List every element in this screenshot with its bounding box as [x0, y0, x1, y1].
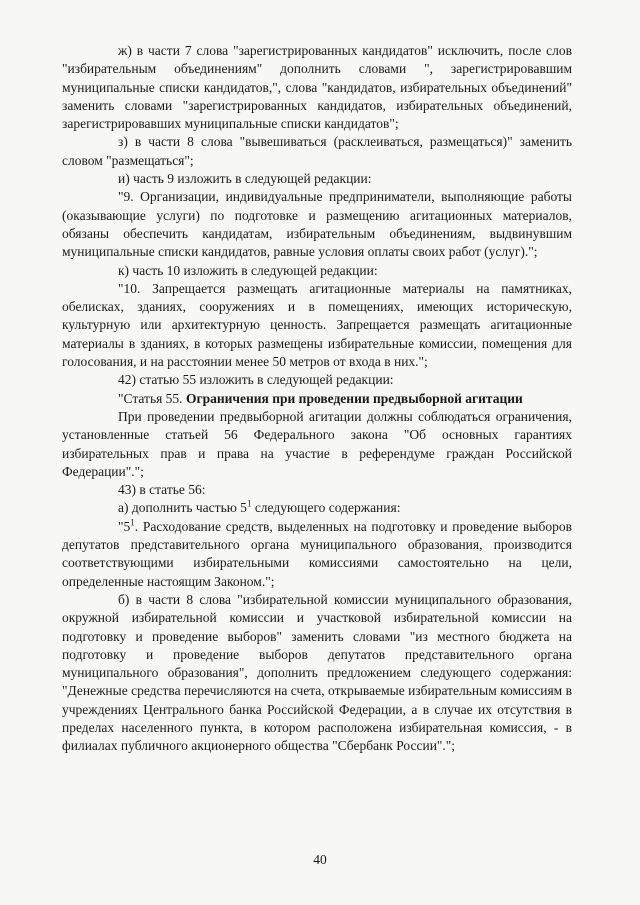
article55-title: Ограничения при проведении предвыборной агитации	[185, 390, 523, 406]
paragraph-item43: 43) в статье 56:	[118, 482, 206, 498]
part51-superscript: 1	[130, 517, 135, 528]
paragraph-item-b: б) в части 8 слова "избирательной комиссии муниципального образования, окружной избирательной комиссии и участковой избирательной комиссии на подготовку и проведение выборов" заменить словами "из местного бюджета на подготовку и проведение выборов депутатов представительного органа муниципального образования", дополнить предложением следующего содержания: "Денежные средства перечисляются на счета, открываемые избирательным комиссиям в учреждениях Центрального банка Российской Федерации, а в случае их отсутствия в пределах населенного пункта, в котором расположена избирательная комиссия, - в филиалах публичного акционерного общества "Сбербанк России".";	[62, 591, 572, 754]
paragraph-part10: "10. Запрещается размещать агитационные материалы на памятниках, обелисках, зданиях, сооружениях и в помещениях, имеющих историческую, культурную или архитектурную ценность. Запрещается размещать агитационные материалы в зданиях, в которых размещены избирательные комиссии, помещения для голосования, и на расстоянии менее 50 метров от входа в них.";	[62, 280, 572, 370]
paragraph-part51	[62, 518, 572, 591]
item-a-before: а) дополнить частью 5	[118, 500, 247, 516]
article55-body: При проведении предвыборной агитации должны соблюдаться ограничения, установленные статьей 56 Федерального закона "Об основных гарантиях избирательных прав и права на участие в референдуме граждан Российской Федерации".";	[62, 408, 572, 479]
article55-heading	[62, 390, 572, 408]
part51-after: . Расходование средств, выделенных на подготовку и проведение выборов депутатов представительного органа муниципального образования, производится соответствующими избирательными комиссиями самостоятельно на цели, определенные настоящим Законом.";	[62, 518, 572, 589]
paragraph-item-a	[62, 499, 572, 517]
paragraph-k: к) часть 10 изложить в следующей редакции:	[118, 262, 378, 278]
paragraph-z: з) в части 8 слова "вывешиваться (расклеиваться, размещаться)" заменить словом "размещаться";	[62, 134, 572, 168]
part51-before: "5	[118, 518, 131, 534]
paragraph-part9: "9. Организации, индивидуальные предприниматели, выполняющие работы (оказывающие услуги) по подготовке и размещению агитационных материалов, обязаны обеспечить кандидатам, избирательным объединениям, выдвинувшим муниципальные списки кандидатов, равные условия оплаты своих работ (услуг).";	[62, 189, 572, 260]
item-a-superscript: 1	[246, 498, 252, 509]
paragraph-item42: 42) статью 55 изложить в следующей редакции:	[118, 372, 394, 388]
page-number: 40	[313, 852, 327, 867]
article55-prefix: "Статья 55.	[118, 390, 186, 406]
item-a-after: следующего содержания:	[251, 500, 401, 516]
paragraph-zh: ж) в части 7 слова "зарегистрированных кандидатов" исключить, после слов "избирательным объединениям" дополнить словами ", зарегистрировавшим муниципальные списки кандидатов,", слова "кандидатов, избирательных объединений" заменить словами "зарегистрированных кандидатов, избирательных объединений, зарегистрировавших муниципальные списки кандидатов";	[62, 43, 572, 132]
paragraph-i: и) часть 9 изложить в следующей редакции:	[118, 171, 372, 187]
